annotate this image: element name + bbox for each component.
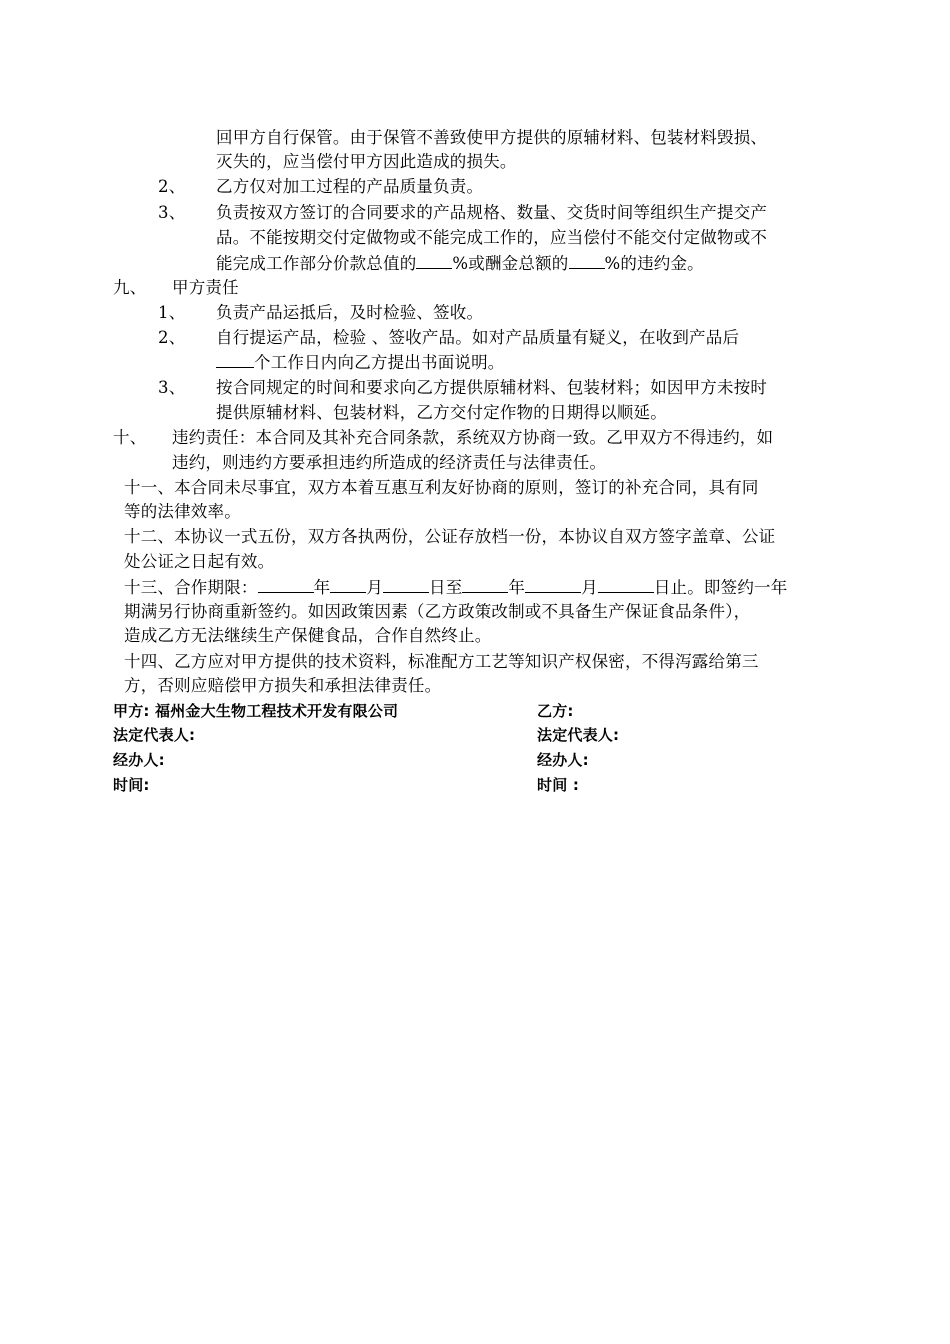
penalty-percent-blank-1 <box>416 251 452 269</box>
start-year-blank <box>258 575 314 593</box>
start-year-label: 年 <box>313 578 331 597</box>
clause-14-line-2: 方，否则应赔偿甲方损失和承担法律责任。 <box>124 676 442 695</box>
clause-9-item-2-number: 2、 <box>158 328 186 347</box>
clause-8-continuation-line-1: 回甲方自行保管。由于保管不善致使甲方提供的原辅材料、包装材料毁损、 <box>216 128 768 147</box>
penalty-text-a: 能完成工作部分价款总值的 <box>216 254 417 273</box>
clause-12-line-1: 十二、本协议一式五份，双方各执两份，公证存放档一份，本协议自双方签字盖章、公证 <box>124 527 776 546</box>
party-a-agent: 经办人: <box>113 751 165 769</box>
term-prefix: 十三、合作期限： <box>124 578 258 597</box>
start-month-label: 月 <box>366 578 384 597</box>
clause-10-line-2: 违约，则违约方要承担违约所造成的经济责任与法律责任。 <box>172 453 607 472</box>
clause-9-title: 甲方责任 <box>172 278 239 297</box>
party-b-name: 乙方: <box>537 702 574 720</box>
end-day-label: 日止。即签约一年 <box>653 578 788 597</box>
end-month-label: 月 <box>581 578 598 597</box>
workday-count-blank <box>216 350 254 368</box>
party-b-agent: 经办人: <box>537 751 589 769</box>
party-b-time: 时间 : <box>537 776 580 794</box>
clause-13-line-2: 期满另行协商重新签约。如因政策因素（乙方政策改制或不具备生产保证食品条件）， <box>124 602 751 621</box>
party-a-time: 时间: <box>113 776 150 794</box>
end-month-blank <box>525 575 581 593</box>
clause-9-item-2-line-1: 自行提运产品，检验 、签收产品。如对产品质量有疑义，在收到产品后 <box>216 328 740 347</box>
clause-13-line-3: 造成乙方无法继续生产保健食品，合作自然终止。 <box>124 626 492 645</box>
penalty-text-b: %或酬金总额的 <box>452 254 569 273</box>
clause-9-item-3-number: 3、 <box>158 378 186 397</box>
clause-10-line-1: 违约责任：本合同及其补充合同条款，系统双方协商一致。乙甲双方不得违约，如 <box>172 428 774 447</box>
clause-12-line-2: 处公证之日起有效。 <box>124 552 275 571</box>
clause-8-item-3-line-3 <box>216 251 704 276</box>
penalty-percent-blank-2 <box>569 251 605 269</box>
clause-8-item-3-number: 3、 <box>158 203 186 222</box>
clause-11-line-1: 十一、本合同未尽事宜，双方本着互惠互利友好协商的原则，签订的补充合同，具有同 <box>124 478 759 497</box>
party-b-legal-representative: 法定代表人: <box>537 726 620 744</box>
clause-8-item-2-text: 乙方仅对加工过程的产品质量负责。 <box>216 177 484 196</box>
end-year-label: 年 <box>508 578 526 597</box>
clause-9-item-3-line-1: 按合同规定的时间和要求向乙方提供原辅材料、包装材料；如因甲方未按时 <box>216 378 768 397</box>
clause-11-line-2: 等的法律效率。 <box>124 502 241 521</box>
clause-13-line-1 <box>124 575 787 600</box>
workday-text: 个工作日内向乙方提出书面说明。 <box>254 353 505 372</box>
clause-8-item-3-line-2: 品。不能按期交付定做物或不能完成工作的，应当偿付不能交付定做物或不 <box>216 228 768 247</box>
clause-10-number: 十、 <box>113 428 147 447</box>
start-month-blank <box>330 575 366 593</box>
start-day-label: 日至 <box>429 578 463 597</box>
party-a-name: 甲方: 福州金大生物工程技术开发有限公司 <box>113 702 399 720</box>
clause-9-item-1-number: 1、 <box>158 303 186 322</box>
clause-14-line-1: 十四、乙方应对甲方提供的技术资料，标准配方工艺等知识产权保密，不得泻露给第三 <box>124 652 759 671</box>
clause-9-item-1-text: 负责产品运抵后，及时检验、签收。 <box>216 303 484 322</box>
clause-8-continuation-line-2: 灭失的，应当偿付甲方因此造成的损失。 <box>216 152 517 171</box>
clause-8-item-3-line-1: 负责按双方签订的合同要求的产品规格、数量、交货时间等组织生产提交产 <box>216 203 768 222</box>
clause-9-item-3-line-2: 提供原辅材料、包装材料，乙方交付定作物的日期得以顺延。 <box>216 403 667 422</box>
start-day-blank <box>383 575 429 593</box>
clause-9-number: 九、 <box>113 278 147 297</box>
clause-9-item-2-line-2 <box>216 350 505 375</box>
party-a-legal-representative: 法定代表人: <box>113 726 196 744</box>
penalty-text-c: %的违约金。 <box>604 254 704 273</box>
clause-8-item-2-number: 2、 <box>158 177 186 196</box>
end-day-blank <box>598 575 654 593</box>
end-year-blank <box>462 575 508 593</box>
